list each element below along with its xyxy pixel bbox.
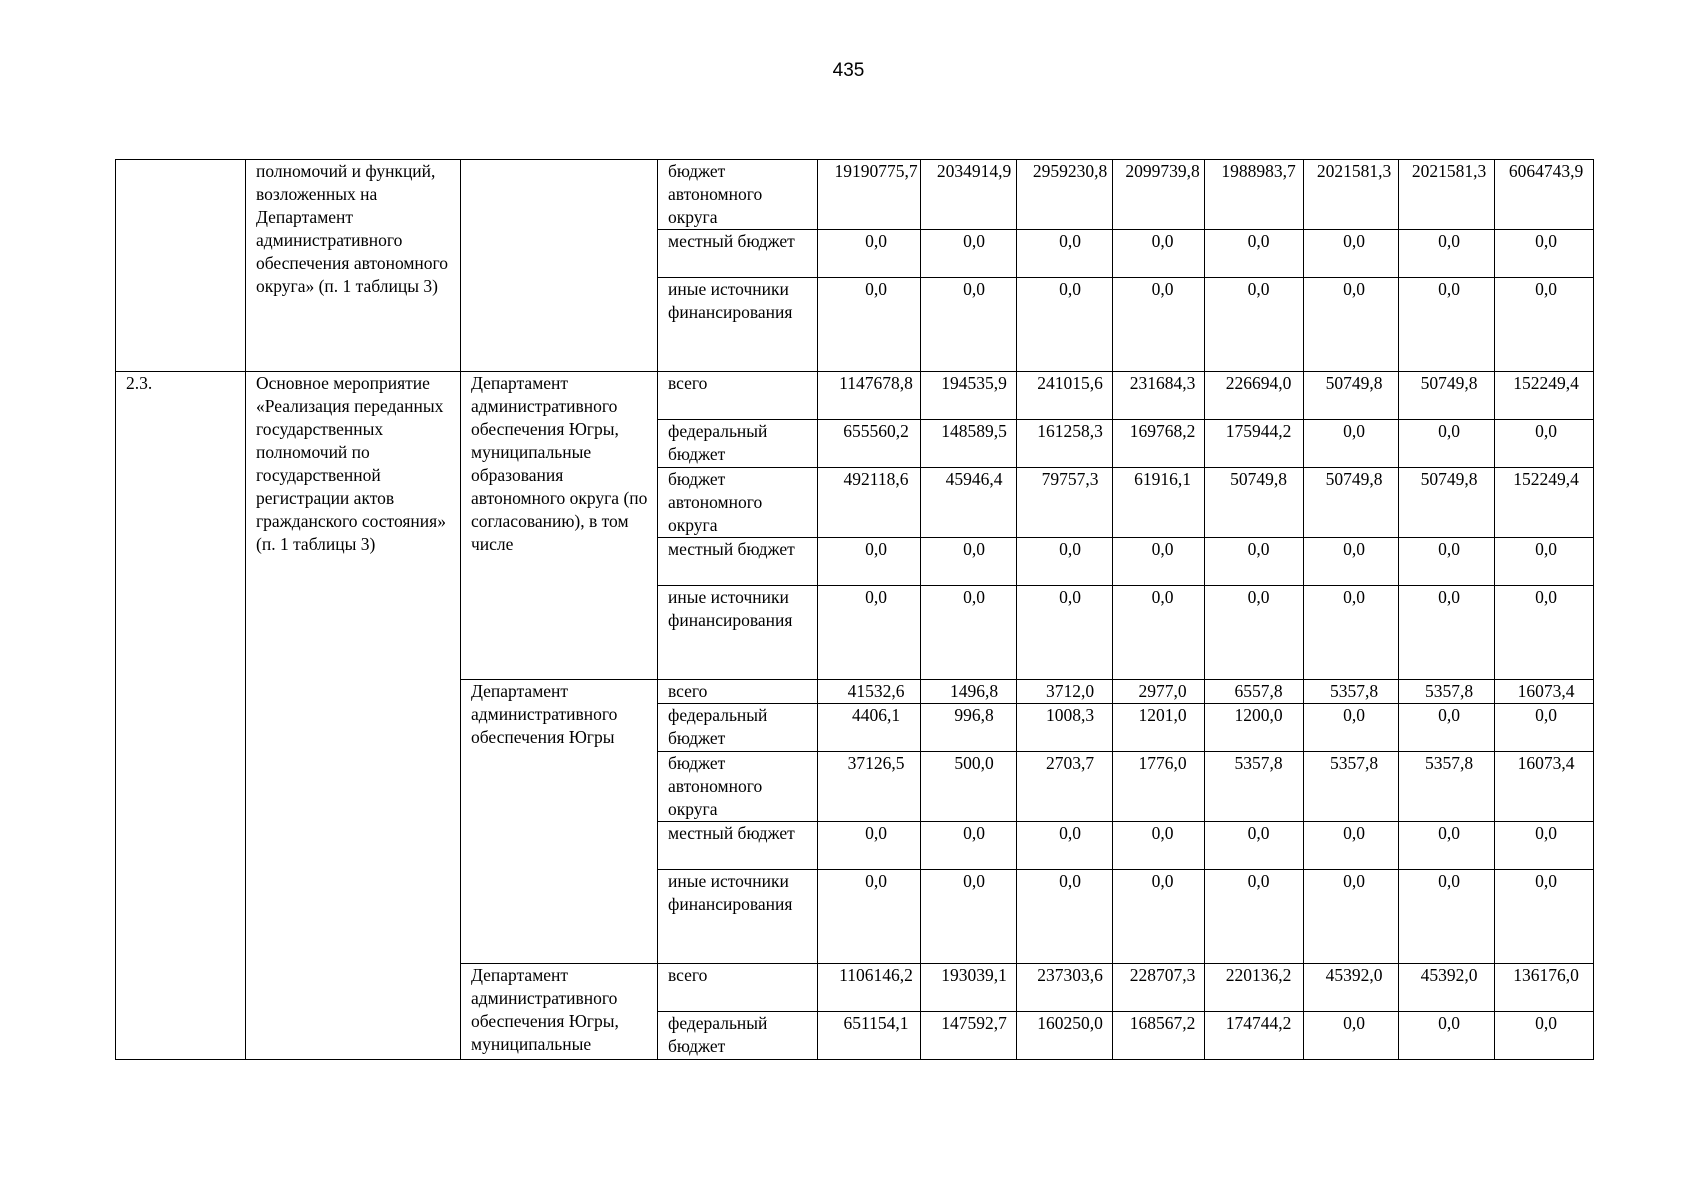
value-cell-text: 0,0 [1438,587,1460,607]
value-cell-text: 5357,8 [1329,753,1379,773]
value-cell-text: 0,0 [963,587,985,607]
value-cell-text: 50749,8 [1325,373,1383,393]
source-cell-text: бюджет автономного округа [668,161,763,227]
value-cell [1304,420,1399,468]
value-cell-text: 0,0 [1059,587,1081,607]
item-number-cell-text: 2.3. [126,373,153,393]
value-cell [1113,964,1205,1012]
value-cell-text: 0,0 [1343,421,1365,441]
value-cell-text: 4406,1 [851,705,901,725]
value-cell-text: 0,0 [1438,421,1460,441]
value-cell-text: 0,0 [1247,231,1270,251]
value-cell [1495,468,1594,538]
value-cell-text: 228707,3 [1129,965,1196,985]
value-cell-text: 194535,9 [941,373,1007,393]
value-cell-text: 6557,8 [1234,681,1283,701]
value-cell-text: 2034914,9 [936,161,1012,181]
source-cell [658,752,818,822]
value-cell [1495,870,1594,964]
value-cell-text: 168567,2 [1129,1013,1196,1033]
value-cell-text: 0,0 [1151,539,1174,559]
value-cell [1304,468,1399,538]
value-cell [1017,870,1113,964]
executor-cell [461,160,658,372]
value-cell-text: 152249,4 [1513,469,1579,489]
value-cell-text: 0,0 [1438,823,1460,843]
value-cell-text: 148589,5 [941,421,1007,441]
value-cell-text: 0,0 [1535,871,1557,891]
value-cell [1205,420,1304,468]
value-cell [1304,822,1399,870]
value-cell [1205,1012,1304,1060]
source-cell [658,870,818,964]
source-cell [658,964,818,1012]
value-cell [1399,230,1495,278]
value-cell-text: 0,0 [1535,587,1557,607]
value-cell [1304,704,1399,752]
value-cell [1304,1012,1399,1060]
value-cell [1205,822,1304,870]
value-cell [1399,964,1495,1012]
value-cell [1113,704,1205,752]
value-cell [1399,752,1495,822]
value-cell-text: 0,0 [865,587,887,607]
value-cell [1399,538,1495,586]
source-cell [658,278,818,372]
value-cell [1205,680,1304,704]
value-cell [921,752,1017,822]
value-cell [1113,822,1205,870]
value-cell [818,752,921,822]
executor-cell-text: Департамент административного обеспечения Югры, муниципальные образования автономного округа (по согласованию), в том числе [471,373,648,554]
value-cell-text: 0,0 [1535,279,1557,299]
value-cell [1205,538,1304,586]
value-cell [1304,964,1399,1012]
value-cell-text: 0,0 [1438,705,1460,725]
value-cell [818,160,921,230]
value-cell [921,870,1017,964]
value-cell [1304,586,1399,680]
source-cell-text: иные источники финансирования [668,587,793,630]
value-cell-text: 0,0 [1059,231,1081,251]
value-cell-text: 50749,8 [1420,373,1478,393]
source-cell [658,538,818,586]
value-cell [1304,160,1399,230]
value-cell [1495,680,1594,704]
value-cell-text: 16073,4 [1517,753,1575,773]
value-cell-text: 226694,0 [1225,373,1292,393]
budget-table [115,159,1594,1060]
value-cell-text: 0,0 [1059,823,1081,843]
value-cell-text: 16073,4 [1517,681,1575,701]
value-cell [1205,704,1304,752]
value-cell [1205,586,1304,680]
executor-cell [461,964,658,1060]
value-cell-text: 19190775,7 [834,161,918,181]
value-cell-text: 0,0 [963,231,985,251]
value-cell-text: 0,0 [1059,279,1081,299]
value-cell-text: 237303,6 [1037,965,1103,985]
value-cell [1399,278,1495,372]
value-cell-text: 1988983,7 [1221,161,1296,181]
value-cell [1017,964,1113,1012]
value-cell [1017,278,1113,372]
value-cell-text: 0,0 [865,279,887,299]
value-cell-text: 0,0 [1343,823,1365,843]
value-cell [1205,870,1304,964]
value-cell-text: 0,0 [1151,231,1174,251]
value-cell [1495,822,1594,870]
value-cell-text: 1200,0 [1234,705,1283,725]
value-cell-text: 651154,1 [843,1013,909,1033]
value-cell [1399,372,1495,420]
value-cell [1495,230,1594,278]
value-cell-text: 0,0 [1343,279,1365,299]
value-cell [1304,230,1399,278]
source-cell [658,420,818,468]
value-cell [921,586,1017,680]
value-cell-text: 2021581,3 [1316,161,1392,181]
value-cell [921,822,1017,870]
value-cell [921,964,1017,1012]
value-cell-text: 45392,0 [1325,965,1383,985]
value-cell-text: 169768,2 [1129,421,1196,441]
value-cell [1113,230,1205,278]
value-cell [818,822,921,870]
value-cell [1113,372,1205,420]
value-cell-text: 6064743,9 [1508,161,1584,181]
value-cell-text: 0,0 [1343,1013,1365,1033]
value-cell-text: 175944,2 [1225,421,1292,441]
value-cell-text: 0,0 [1151,823,1174,843]
value-cell [1495,1012,1594,1060]
value-cell-text: 50749,8 [1230,469,1287,489]
value-cell [1399,160,1495,230]
value-cell [1304,372,1399,420]
value-cell-text: 2703,7 [1045,753,1095,773]
source-cell-text: иные источники финансирования [668,871,793,914]
value-cell [1205,468,1304,538]
executor-cell [461,680,658,964]
value-cell-text: 1008,3 [1045,705,1095,725]
value-cell-text: 0,0 [963,823,985,843]
value-cell [1495,538,1594,586]
value-cell [1495,420,1594,468]
table-row [116,160,1594,230]
value-cell-text: 0,0 [1535,539,1557,559]
value-cell [1017,704,1113,752]
value-cell-text: 45392,0 [1420,965,1478,985]
value-cell [1399,468,1495,538]
source-cell [658,822,818,870]
value-cell [1017,822,1113,870]
executor-cell-text: Департамент административного обеспечения Югры, муниципальные [471,965,619,1054]
value-cell [921,278,1017,372]
value-cell-text: 0,0 [1438,539,1460,559]
value-cell [1205,964,1304,1012]
value-cell [1205,372,1304,420]
source-cell [658,160,818,230]
value-cell [1113,1012,1205,1060]
value-cell [1017,752,1113,822]
value-cell-text: 37126,5 [847,753,905,773]
value-cell-text: 0,0 [1343,871,1365,891]
table-row [116,372,1594,420]
activity-cell-text: Основное мероприятие «Реализация переданных государственных полномочий по государственной регистрации актов гражданского состояния» (п. 1 таблицы 3) [256,373,446,554]
source-cell [658,704,818,752]
value-cell-text: 0,0 [1535,231,1557,251]
source-cell [658,468,818,538]
value-cell [1017,468,1113,538]
value-cell-text: 160250,0 [1037,1013,1103,1033]
source-cell-text: бюджет автономного округа [668,469,763,535]
value-cell-text: 0,0 [1059,539,1081,559]
value-cell [921,1012,1017,1060]
value-cell-text: 193039,1 [941,965,1007,985]
source-cell-text: всего [668,373,708,393]
value-cell-text: 0,0 [1247,587,1270,607]
value-cell [921,160,1017,230]
value-cell [1304,870,1399,964]
value-cell [1113,586,1205,680]
value-cell [1017,680,1113,704]
source-cell-text: федеральный бюджет [668,705,768,748]
value-cell-text: 0,0 [1535,1013,1557,1033]
value-cell [1205,230,1304,278]
value-cell [1113,420,1205,468]
value-cell [1113,160,1205,230]
source-cell [658,230,818,278]
value-cell [921,680,1017,704]
value-cell-text: 231684,3 [1129,373,1196,393]
value-cell-text: 50749,8 [1420,469,1478,489]
value-cell-text: 0,0 [865,823,887,843]
value-cell [1399,704,1495,752]
value-cell-text: 0,0 [865,871,887,891]
value-cell [1205,752,1304,822]
value-cell-text: 0,0 [1151,871,1174,891]
value-cell [1495,586,1594,680]
source-cell-text: местный бюджет [668,539,795,559]
value-cell-text: 152249,4 [1513,373,1579,393]
value-cell [1113,468,1205,538]
value-cell [1017,538,1113,586]
value-cell-text: 655560,2 [843,421,909,441]
value-cell [1017,230,1113,278]
value-cell [1113,870,1205,964]
value-cell-text: 2959230,8 [1032,161,1108,181]
value-cell [1017,420,1113,468]
source-cell-text: федеральный бюджет [668,1013,768,1056]
value-cell-text: 41532,6 [847,681,905,701]
value-cell-text: 0,0 [1343,231,1365,251]
source-cell-text: местный бюджет [668,823,795,843]
value-cell-text: 1201,0 [1138,705,1187,725]
value-cell [818,1012,921,1060]
value-cell [1017,160,1113,230]
value-cell-text: 0,0 [1438,1013,1460,1033]
value-cell [921,538,1017,586]
value-cell-text: 0,0 [1535,705,1557,725]
activity-cell [246,372,461,1060]
value-cell-text: 79757,3 [1041,469,1099,489]
value-cell [1113,680,1205,704]
value-cell-text: 147592,7 [941,1013,1007,1033]
value-cell-text: 50749,8 [1325,469,1383,489]
value-cell-text: 5357,8 [1424,753,1474,773]
value-cell-text: 0,0 [1247,539,1270,559]
value-cell-text: 0,0 [1247,823,1270,843]
value-cell [818,586,921,680]
value-cell [1495,752,1594,822]
value-cell [921,372,1017,420]
value-cell [1399,1012,1495,1060]
value-cell-text: 45946,4 [945,469,1003,489]
value-cell-text: 5357,8 [1234,753,1283,773]
value-cell-text: 3712,0 [1045,681,1095,701]
value-cell-text: 241015,6 [1037,373,1103,393]
value-cell [921,468,1017,538]
value-cell-text: 5357,8 [1424,681,1474,701]
value-cell-text: 0,0 [1438,279,1460,299]
value-cell-text: 220136,2 [1225,965,1292,985]
value-cell-text: 0,0 [865,231,887,251]
activity-cell-text: полномочий и функций, возложенных на Департамент административного обеспечения автономного округа» (п. 1 таблицы 3) [256,161,449,296]
item-number-cell [116,372,246,1060]
value-cell-text: 0,0 [1438,871,1460,891]
value-cell-text: 492118,6 [843,469,909,489]
value-cell-text: 2021581,3 [1411,161,1487,181]
value-cell [921,230,1017,278]
source-cell-text: всего [668,965,708,985]
value-cell-text: 1776,0 [1138,753,1187,773]
activity-cell [246,160,461,372]
value-cell-text: 0,0 [1151,279,1174,299]
value-cell [1399,870,1495,964]
value-cell [1205,278,1304,372]
value-cell [1113,538,1205,586]
value-cell [1017,372,1113,420]
value-cell [818,538,921,586]
value-cell-text: 161258,3 [1037,421,1103,441]
value-cell-text: 0,0 [1247,279,1270,299]
value-cell-text: 0,0 [963,871,985,891]
value-cell-text: 0,0 [1535,823,1557,843]
value-cell-text: 0,0 [963,539,985,559]
value-cell [1495,964,1594,1012]
value-cell-text: 136176,0 [1513,965,1579,985]
item-number-cell [116,160,246,372]
value-cell [1113,752,1205,822]
value-cell-text: 174744,2 [1225,1013,1292,1033]
value-cell [818,704,921,752]
value-cell-text: 61916,1 [1134,469,1191,489]
executor-cell-text: Департамент административного обеспечения Югры [471,681,618,747]
value-cell-text: 0,0 [1151,587,1174,607]
value-cell [818,420,921,468]
value-cell-text: 0,0 [1343,539,1365,559]
value-cell [818,680,921,704]
value-cell-text: 0,0 [1343,705,1365,725]
value-cell [1205,160,1304,230]
value-cell [1304,278,1399,372]
value-cell-text: 0,0 [963,279,985,299]
value-cell-text: 500,0 [954,753,994,773]
value-cell [1113,278,1205,372]
source-cell-text: всего [668,681,708,701]
source-cell-text: местный бюджет [668,231,795,251]
value-cell [1399,822,1495,870]
value-cell [1399,680,1495,704]
value-cell-text: 1106146,2 [839,965,913,985]
source-cell [658,372,818,420]
source-cell-text: иные источники финансирования [668,279,793,322]
source-cell [658,680,818,704]
value-cell-text: 996,8 [954,705,994,725]
value-cell [818,870,921,964]
executor-cell [461,372,658,680]
value-cell-text: 0,0 [1343,587,1365,607]
value-cell [921,420,1017,468]
value-cell-text: 0,0 [1247,871,1270,891]
value-cell-text: 1496,8 [949,681,999,701]
value-cell-text: 0,0 [1535,421,1557,441]
page-number: 435 [832,60,865,81]
value-cell-text: 2977,0 [1138,681,1187,701]
value-cell-text: 0,0 [1438,231,1460,251]
value-cell-text: 2099739,8 [1125,161,1200,181]
value-cell [818,372,921,420]
value-cell [818,468,921,538]
value-cell [1495,160,1594,230]
source-cell [658,1012,818,1060]
value-cell [818,230,921,278]
value-cell [921,704,1017,752]
value-cell-text: 0,0 [865,539,887,559]
value-cell-text: 0,0 [1059,871,1081,891]
value-cell [1495,278,1594,372]
value-cell-text: 1147678,8 [839,373,913,393]
value-cell [1304,680,1399,704]
value-cell [1495,704,1594,752]
source-cell-text: бюджет автономного округа [668,753,763,819]
value-cell [818,964,921,1012]
value-cell [1399,586,1495,680]
value-cell [1017,1012,1113,1060]
source-cell [658,586,818,680]
value-cell [1017,586,1113,680]
value-cell [1495,372,1594,420]
value-cell [1304,538,1399,586]
value-cell [1399,420,1495,468]
value-cell-text: 5357,8 [1329,681,1379,701]
source-cell-text: федеральный бюджет [668,421,768,464]
value-cell [818,278,921,372]
value-cell [1304,752,1399,822]
